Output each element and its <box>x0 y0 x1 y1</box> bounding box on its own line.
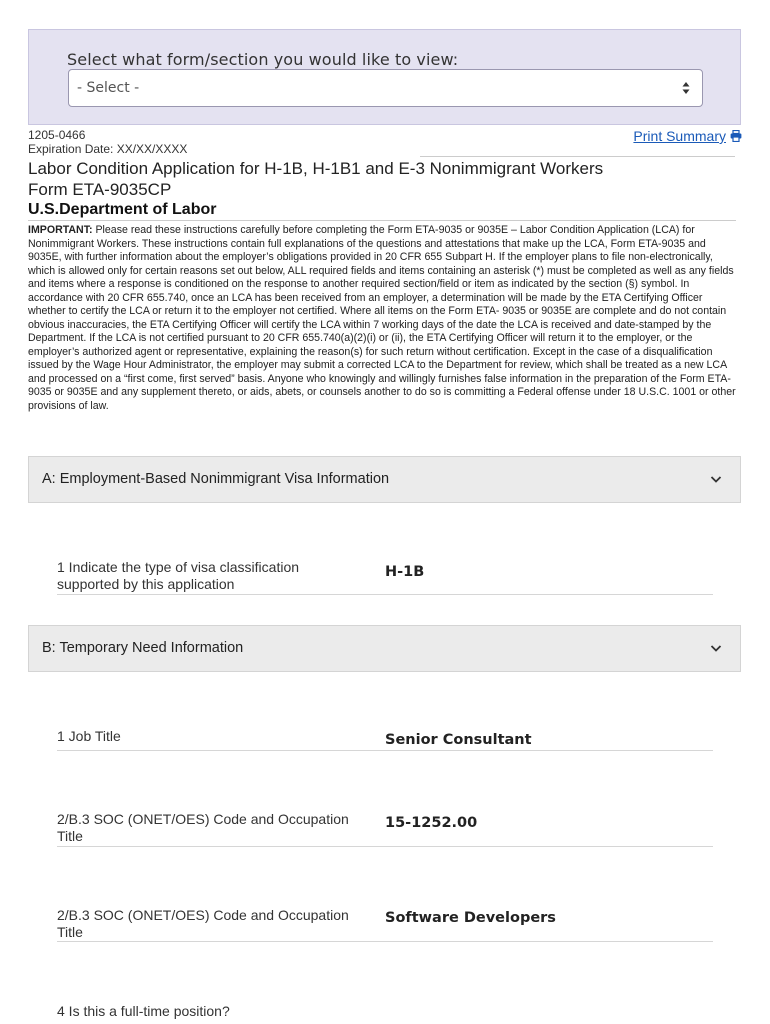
visa-classification-value: H-1B <box>385 564 425 580</box>
omb-number: 1205-0466 <box>28 128 86 142</box>
form-number: Form ETA-9035CP <box>28 180 172 199</box>
section-selector-panel <box>28 29 741 125</box>
visa-classification-label: 1 Indicate the type of visa classification supported by this application <box>57 559 300 592</box>
important-lead: IMPORTANT: <box>28 224 93 236</box>
field-divider <box>57 846 713 847</box>
department-name: U.S.Department of Labor <box>28 201 217 218</box>
soc-code-value: 15-1252.00 <box>385 815 478 831</box>
soc-title-value: Software Developers <box>385 910 556 926</box>
header-divider <box>420 156 735 157</box>
printer-icon <box>730 130 742 142</box>
section-a-header[interactable] <box>28 456 741 503</box>
section-select-value: - Select - <box>77 80 140 96</box>
print-summary-link[interactable] <box>633 128 742 144</box>
soc-title-label: 2/B.3 SOC (ONET/OES) Code and Occupation Title <box>57 907 349 940</box>
full-time-position-label: 4 Is this a full-time position? <box>57 1003 230 1019</box>
expiration-date: Expiration Date: XX/XX/XXXX <box>28 142 188 156</box>
important-text: Please read these instructions carefully before completing the Form ETA-9035 or 9035E – Labor Condition Application (LCA) for Nonimmigrant Workers. These instructions contain full explanations of the questions and attestations that make up the LCA, Form ETA-9035 and 9035E, with further information about the employer’s obligations provided in 20 CFR 655 Subpart H. If the employer plans to file non-electronically, which is allowed only for certain reasons set out below, ALL required fields and items containing an asterisk (*) must be completed as well as any fields and items where a response is conditioned on the response to another required section/field or item as indicated by the section (§) symbol. In accordance with 20 CFR 655.740, once an LCA has been received from an employer, a determination will be made by the ETA Certifying Officer whether to certify the LCA or return it to the employer not certified. Where all items on the Form ETA- 9035 or 9035E are complete and do not contain obvious inaccuracies, the ETA Certifying Officer will certify the LCA within 7 working days of the date the LCA is received and date-stamped by the Department. If the LCA is not certified pursuant to 20 CFR 655.740(a)(2)(i) or (ii), the ETA Certifying Officer will return it to the employer, or the employer’s authorized agent or representative, explaining the reason(s) for such return without certification. Except in the case of a disqualification issued by the Wage Hour Administrator, the employer may submit a corrected LCA to the Department for review, which shall be treated as a new LCA and processed on a “first come, first served” basis. Anyone who knowingly and willingly furnishes false information in the preparation of the Form ETA- 9035 or 9035E and any supplement thereto, or aids, abets, or counsels another to do so is committing a Federal offense under 18 U.S.C. 1001 or other provisions of law. <box>28 224 736 412</box>
print-summary-label: Print Summary <box>633 128 726 144</box>
chevron-down-icon <box>710 643 722 653</box>
select-arrows-icon <box>682 80 690 96</box>
job-title-label: 1 Job Title <box>57 728 121 744</box>
chevron-down-icon <box>710 474 722 484</box>
field-divider <box>57 594 713 595</box>
form-title: Labor Condition Application for H-1B, H-1B1 and E-3 Nonimmigrant Workers <box>28 159 604 178</box>
field-divider <box>57 941 713 942</box>
section-b-header[interactable] <box>28 625 741 672</box>
section-b-title: B: Temporary Need Information <box>42 640 244 656</box>
title-divider <box>28 220 736 221</box>
field-divider <box>57 750 713 751</box>
section-selector-label: Select what form/section you would like to view: <box>67 50 459 69</box>
section-select[interactable] <box>68 69 703 107</box>
job-title-value: Senior Consultant <box>385 732 532 748</box>
important-instructions <box>28 224 742 413</box>
soc-code-label: 2/B.3 SOC (ONET/OES) Code and Occupation Title <box>57 811 349 844</box>
section-a-title: A: Employment-Based Nonimmigrant Visa Information <box>42 471 390 487</box>
